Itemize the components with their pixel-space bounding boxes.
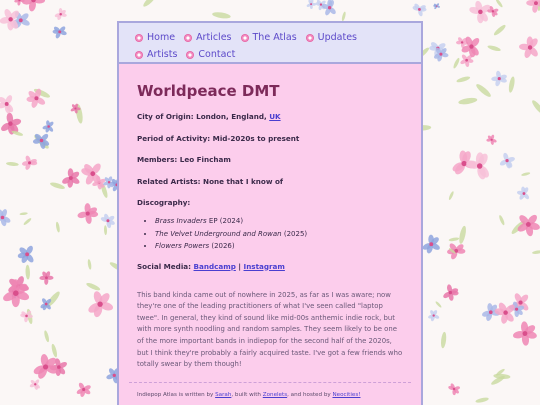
- discography-label: Discography:: [137, 198, 191, 207]
- nav-label: Articles: [196, 32, 232, 43]
- leaf-decoration: [495, 0, 504, 8]
- nav-item-articles[interactable]: [184, 32, 231, 43]
- artist-bio: This band kinda came out of nowhere in 2025, as far as I was aware; now they're one of the leading practitioners of what I've seen called "laptop twee". In general, they kind of sound like mid-00s anthemic indie rock, but with more synth noodling and random samples. They seem likely to be one of the more important bands in indiepop for the second half of the 2020s, but I think they're probably a fairly acquired taste. I've got a few friends who totally swear by them though!: [137, 290, 403, 369]
- flower-decoration: [2, 279, 31, 307]
- flower-decoration: [29, 379, 41, 391]
- leaf-decoration: [142, 0, 158, 8]
- leaf-decoration: [55, 221, 60, 232]
- flower-decoration: [77, 203, 99, 224]
- footer-divider: [129, 382, 411, 383]
- social-separator: |: [235, 261, 244, 271]
- leaf-decoration: [452, 57, 460, 69]
- flower-decoration: [87, 290, 114, 318]
- leaf-decoration: [458, 97, 478, 106]
- flower-decoration: [39, 271, 53, 285]
- album-info: EP (2024): [206, 217, 244, 225]
- nav-label: Artists: [147, 49, 178, 60]
- leaf-decoration: [87, 259, 92, 270]
- flower-bullet-icon: [184, 34, 192, 42]
- flower-bullet-icon: [135, 34, 143, 42]
- instagram-link[interactable]: Instagram: [243, 261, 285, 271]
- leaf-decoration: [493, 24, 507, 37]
- flower-decoration: [421, 235, 441, 255]
- nav-label: Home: [147, 32, 176, 43]
- discography-list: [137, 215, 403, 253]
- flower-decoration: [100, 213, 115, 229]
- activity-field: Period of Activity: Mid-2020s to present: [137, 133, 300, 143]
- flower-decoration: [447, 242, 466, 260]
- bandcamp-link[interactable]: Bandcamp: [193, 261, 236, 271]
- nav-label: Contact: [198, 49, 236, 60]
- flower-bullet-icon: [306, 34, 314, 42]
- flower-decoration: [433, 3, 440, 10]
- list-item: [155, 228, 403, 241]
- social-media-field: [137, 262, 403, 283]
- flower-decoration: [306, 0, 316, 9]
- leaf-decoration: [498, 214, 505, 225]
- page-title: Worldpeace DMT: [137, 82, 280, 100]
- leaf-decoration: [104, 225, 107, 235]
- flower-decoration: [76, 382, 92, 398]
- nav-bar: [119, 23, 421, 64]
- list-item: [155, 215, 403, 228]
- flower-decoration: [512, 321, 537, 346]
- nav-item-contact[interactable]: [186, 49, 235, 60]
- nav-label: The Atlas: [252, 32, 297, 43]
- nav-label: Updates: [317, 32, 358, 43]
- flower-decoration: [61, 168, 81, 188]
- footer-text: , built with: [231, 391, 263, 398]
- flower-decoration: [412, 3, 427, 17]
- leaf-decoration: [508, 76, 516, 93]
- leaf-decoration: [487, 44, 501, 52]
- flower-decoration: [442, 284, 459, 301]
- album-title: Brass Invaders: [155, 217, 207, 225]
- flower-decoration: [486, 134, 497, 145]
- related-artists-field: Related Artists: None that I know of: [137, 176, 284, 186]
- page-panel: [117, 21, 423, 405]
- leaf-decoration: [212, 11, 231, 19]
- leaf-decoration: [458, 225, 467, 244]
- flower-decoration: [0, 94, 15, 114]
- main-content: [119, 82, 421, 398]
- album-title: The Velvet Underground and Rowan: [155, 229, 282, 238]
- social-label: Social Media:: [137, 261, 194, 271]
- album-title: Flowers Powers: [155, 242, 210, 250]
- flower-bullet-icon: [186, 51, 194, 59]
- origin-country-link[interactable]: UK: [269, 112, 281, 121]
- nav-item-updates[interactable]: [306, 32, 357, 43]
- flower-decoration: [428, 309, 440, 321]
- flower-decoration: [517, 186, 531, 200]
- site-footer: [137, 392, 403, 398]
- flower-decoration: [53, 25, 68, 39]
- zonelets-link[interactable]: Zonelets: [262, 391, 288, 398]
- flower-decoration: [491, 70, 507, 87]
- flower-bullet-icon: [241, 34, 249, 42]
- leaf-decoration: [532, 250, 540, 255]
- flower-decoration: [54, 8, 67, 21]
- flower-decoration: [17, 245, 35, 264]
- flower-decoration: [526, 0, 540, 13]
- flower-decoration: [0, 208, 12, 226]
- leaf-decoration: [341, 11, 346, 21]
- leaf-decoration: [530, 99, 540, 116]
- album-info: (2026): [209, 242, 235, 250]
- flower-decoration: [499, 152, 516, 169]
- album-info: (2025): [281, 229, 308, 238]
- flower-decoration: [42, 120, 54, 133]
- flower-decoration: [519, 36, 540, 59]
- leaf-decoration: [521, 172, 531, 177]
- leaf-decoration: [6, 161, 19, 166]
- leaf-decoration: [43, 330, 50, 343]
- leaf-decoration: [25, 265, 30, 280]
- flower-decoration: [26, 88, 46, 109]
- leaf-decoration: [475, 397, 489, 404]
- footer-text: , and hosted by: [287, 391, 333, 398]
- leaf-decoration: [456, 75, 471, 83]
- list-item: [155, 240, 403, 253]
- leaf-decoration: [85, 282, 101, 292]
- members-field: Members: Leo Fincham: [137, 155, 231, 164]
- nav-item-the-atlas[interactable]: [241, 32, 297, 43]
- leaf-decoration: [19, 212, 28, 216]
- leaf-decoration: [23, 217, 32, 226]
- flower-decoration: [22, 155, 38, 171]
- nav-item-artists[interactable]: [135, 49, 177, 60]
- leaf-decoration: [435, 301, 442, 309]
- flower-decoration: [448, 383, 461, 396]
- footer-text: Indiepop Atlas is written by: [137, 391, 216, 398]
- leaf-decoration: [440, 332, 447, 349]
- leaf-decoration: [51, 343, 59, 358]
- flower-decoration: [21, 0, 45, 12]
- nav-item-home[interactable]: [135, 32, 175, 43]
- leaf-decoration: [475, 82, 493, 98]
- origin-label: City of Origin: London, England,: [137, 112, 270, 121]
- leaf-decoration: [448, 191, 455, 201]
- leaf-decoration: [448, 237, 459, 242]
- flower-decoration: [80, 162, 102, 186]
- author-link[interactable]: Sarah: [215, 391, 232, 398]
- flower-bullet-icon: [135, 51, 143, 59]
- flower-decoration: [0, 112, 22, 135]
- neocities-link[interactable]: Neocities!: [332, 391, 361, 398]
- origin-field: [137, 112, 403, 134]
